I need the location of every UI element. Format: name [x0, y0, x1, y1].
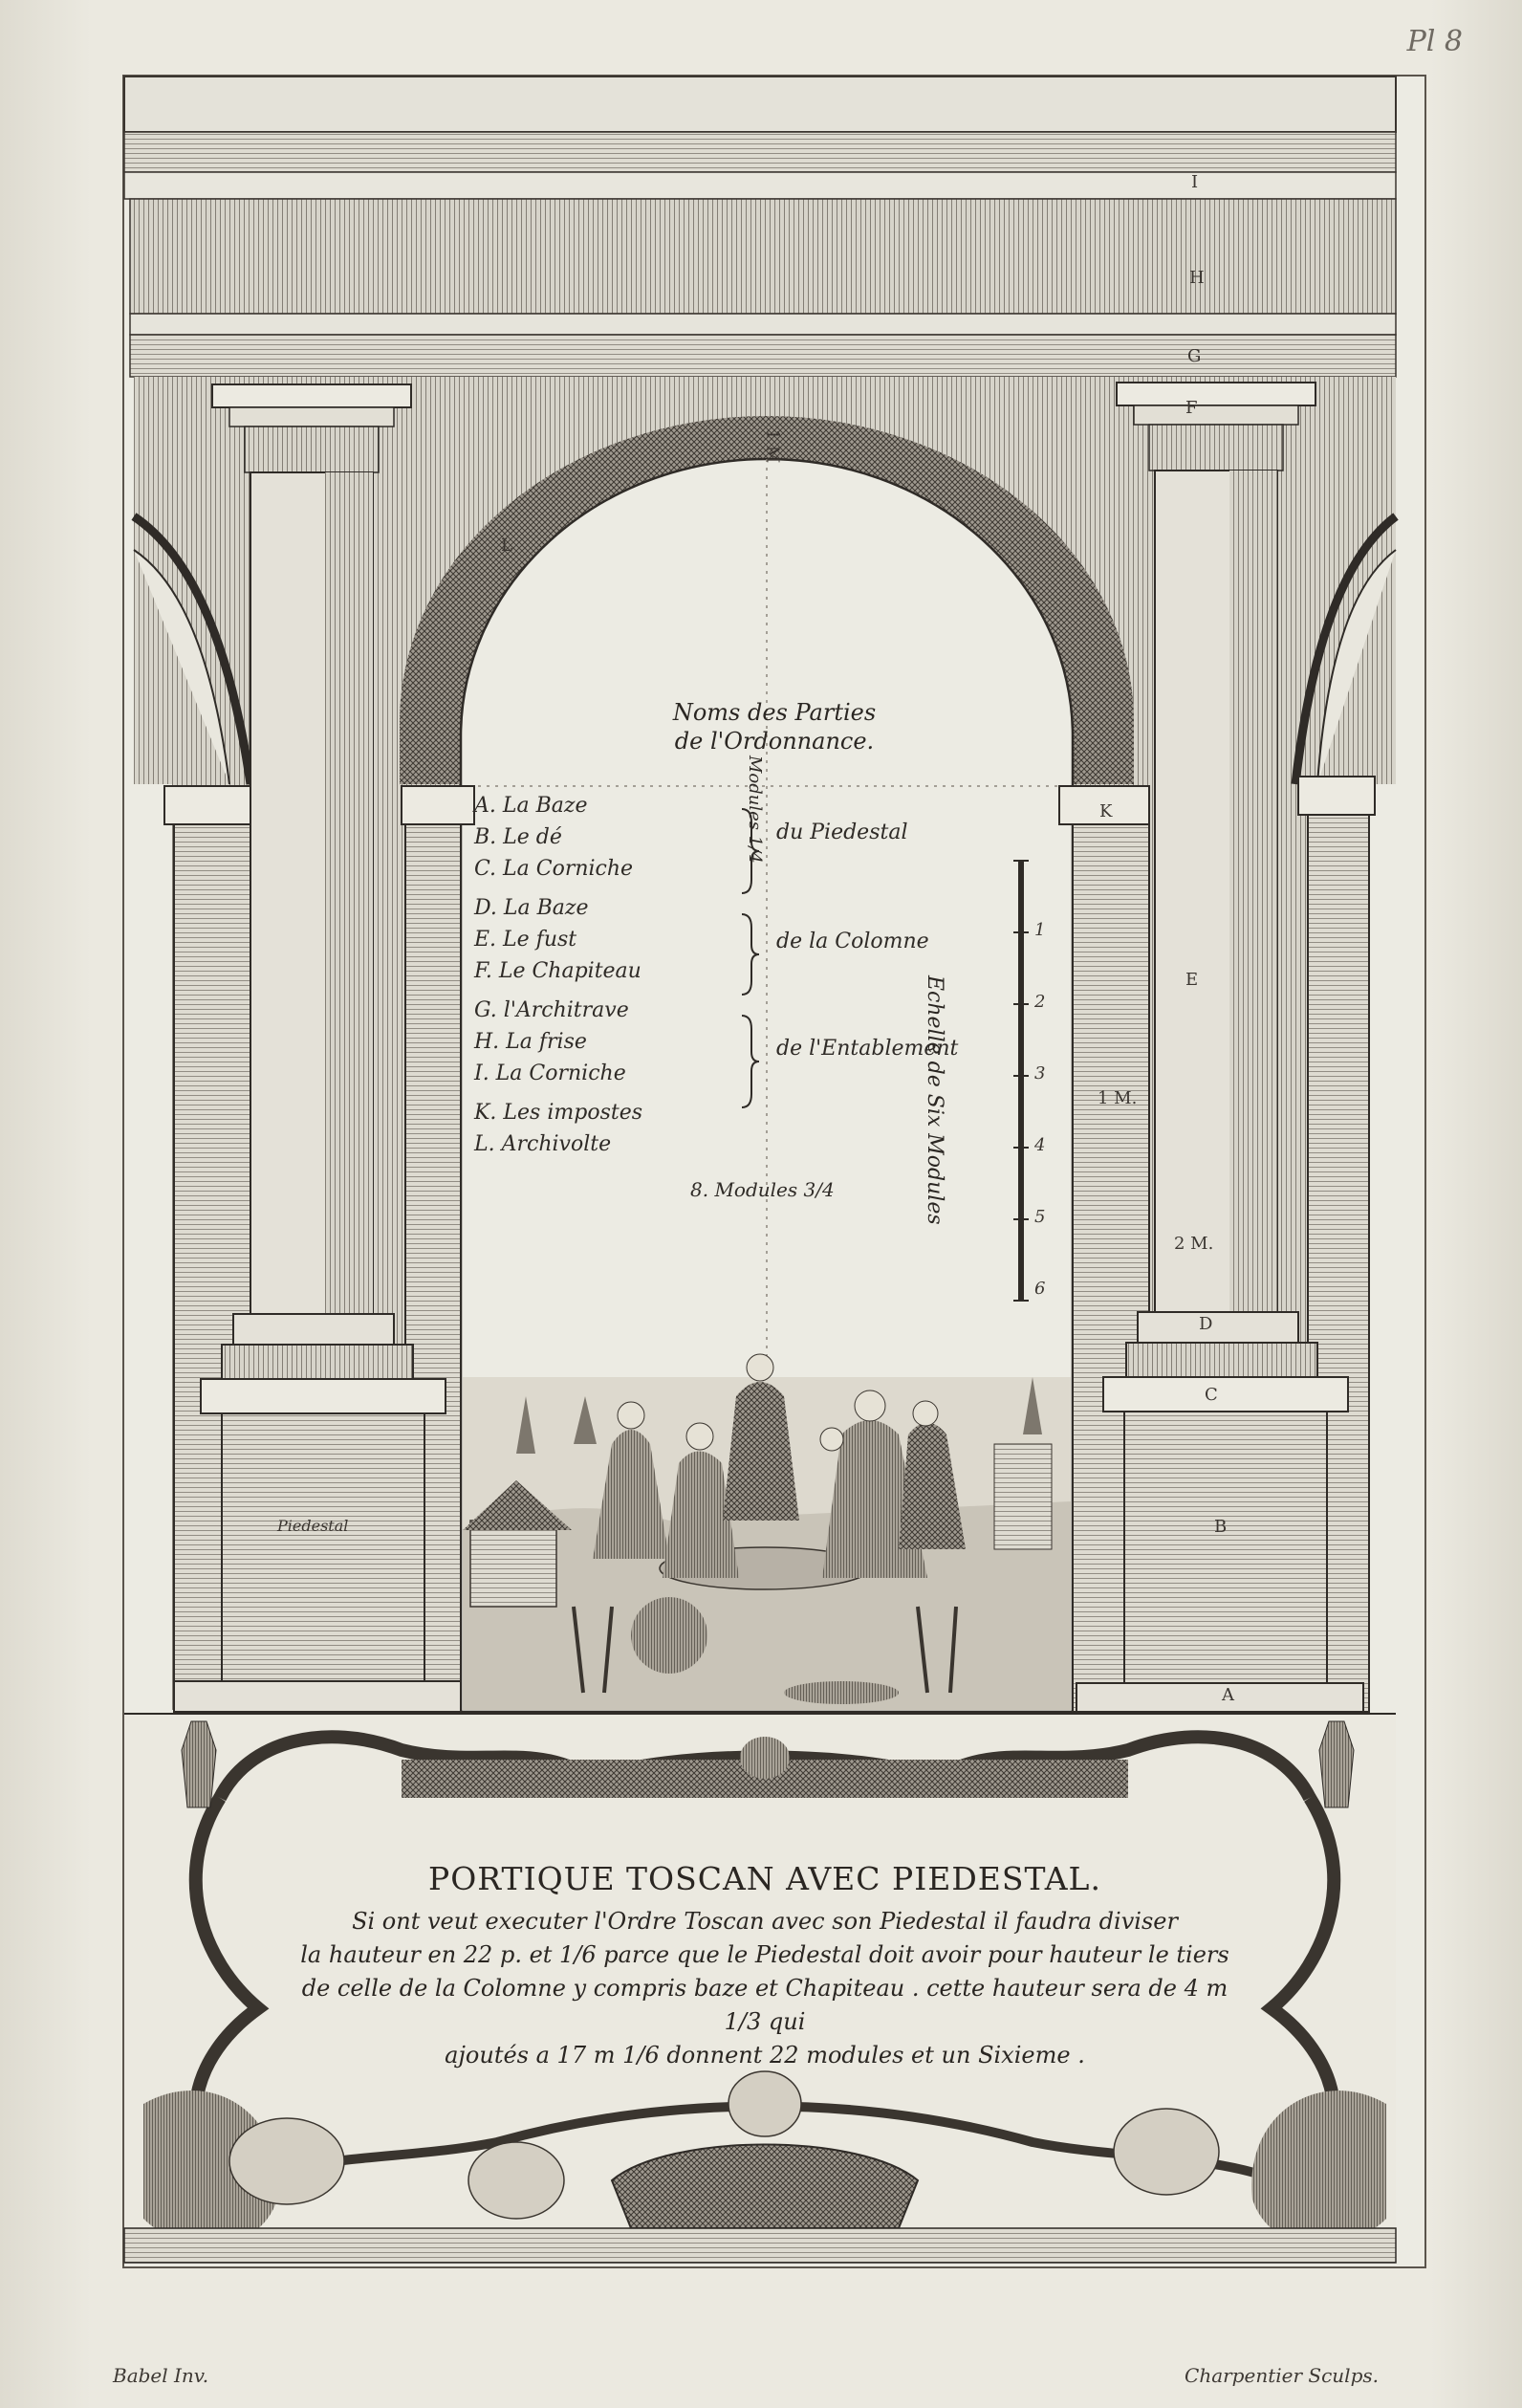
group-piedestal: du Piedestal [776, 821, 908, 844]
description-line: Si ont veut executer l'Ordre Toscan avec son Piedestal il faudra diviser [352, 1908, 1178, 1935]
modules-vertical-label: Modules 1/4 [745, 755, 765, 864]
legend-item [474, 924, 685, 955]
scale-tick-label: 2 [1034, 992, 1046, 1012]
legend-letter: L. [474, 1132, 495, 1156]
legend-letter: E. [474, 928, 497, 952]
scale-title: Echelle de Six Modules [923, 975, 946, 1225]
legend-letter: G. [474, 998, 497, 1022]
label-E: E [1185, 970, 1199, 990]
label-G: G [1187, 346, 1202, 366]
legend-letter: K. [474, 1101, 497, 1125]
legend-letter: A. [474, 794, 496, 818]
legend-item [474, 790, 685, 821]
credit-engraver: Charpentier Sculps. [1185, 2364, 1379, 2387]
legend-letter: F. [474, 959, 492, 983]
legend-item [474, 892, 685, 924]
label-D: D [1199, 1314, 1213, 1334]
scale-tick-label: 4 [1034, 1135, 1046, 1155]
label-1M: 1 M. [1098, 1088, 1138, 1108]
legend-item [474, 995, 685, 1026]
plate-description [287, 1905, 1243, 2072]
description-line: de celle de la Colomne y compris baze et Chapiteau . cette hauteur sera de 4 m 1/3 qui [301, 1975, 1228, 2035]
label-H: H [1189, 268, 1205, 288]
entablement [124, 77, 1396, 377]
legend-letter: C. [474, 857, 497, 881]
group-entablement: de l'Entablement [776, 1037, 959, 1061]
genre-scene-etching [463, 1354, 1071, 1710]
legend-part-name: La Baze [495, 794, 588, 818]
legend-item [474, 955, 685, 987]
label-A: A [1222, 1685, 1234, 1705]
scale-tick-label: 1 [1034, 920, 1046, 940]
legend-part-name: La frise [499, 1030, 587, 1054]
scale-tick-label: 5 [1034, 1207, 1046, 1227]
legend-item [474, 1128, 685, 1160]
description-line: la hauteur en 22 p. et 1/6 parce que le Piedestal doit avoir pour hauteur le tiers [300, 1941, 1229, 1968]
legend-part-name: Le dé [496, 825, 562, 849]
legend-letter: D. [474, 896, 497, 920]
legend-part-name: La Baze [496, 896, 589, 920]
legend-part-name: Le fust [496, 928, 577, 952]
scale-tick-label: 6 [1034, 1279, 1046, 1299]
label-M: 1 M [762, 428, 783, 464]
legend-part-name: l'Architrave [496, 998, 629, 1022]
legend-letter: B. [474, 825, 497, 849]
legend-part-name: Les impostes [496, 1101, 643, 1125]
legend-part-name: La Corniche [496, 857, 634, 881]
legend-item [474, 821, 685, 853]
legend-item [474, 853, 685, 885]
label-B: B [1214, 1517, 1228, 1537]
label-2M: 2 M. [1174, 1234, 1214, 1254]
label-L: L [501, 536, 512, 556]
cartouche-text [287, 1860, 1243, 2072]
credit-designer: Babel Inv. [113, 2364, 209, 2387]
description-line: ajoutés a 17 m 1/6 donnent 22 modules et un Sixieme . [445, 2042, 1085, 2069]
label-piedestal: Piedestal [277, 1517, 349, 1535]
label-I: I [1191, 172, 1199, 192]
plate-title: PORTIQUE TOSCAN AVEC PIEDESTAL. [428, 1860, 1101, 1897]
legend-header: Noms des Parties de l'Ordonnance. [672, 699, 877, 755]
legend-part-name: Le Chapiteau [491, 959, 641, 983]
group-colonne: de la Colomne [776, 930, 929, 953]
legend-list [474, 790, 685, 1160]
legend-letter: I. [474, 1062, 489, 1085]
legend-letter: H. [474, 1030, 500, 1054]
label-F: F [1185, 398, 1198, 418]
label-K: K [1099, 801, 1113, 821]
legend-item [474, 1026, 685, 1058]
legend-item [474, 1058, 685, 1089]
legend-item [474, 1097, 685, 1128]
legend-part-name: La Corniche [489, 1062, 626, 1085]
plate-number: Pl 8 [1406, 25, 1463, 58]
scale-tick-label: 3 [1034, 1063, 1046, 1084]
label-C: C [1205, 1385, 1218, 1405]
modules-width-label: 8. Modules 3/4 [690, 1178, 835, 1201]
legend-part-name: Archivolte [494, 1132, 612, 1156]
